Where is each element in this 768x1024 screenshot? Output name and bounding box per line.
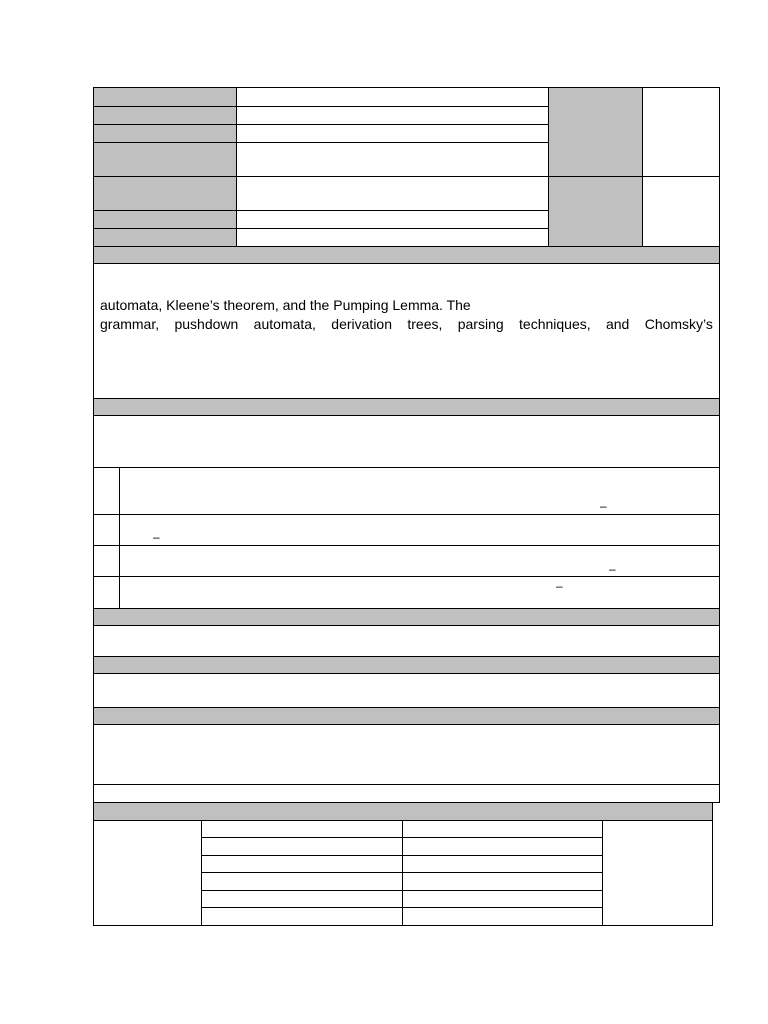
description-section-body xyxy=(93,263,720,399)
inner-table-left-cell-4 xyxy=(201,872,403,891)
header-right-value-top xyxy=(642,87,720,177)
description-word: pushdown xyxy=(174,316,239,332)
header-value-cell-3 xyxy=(236,124,549,143)
description-line-1: automata, Kleene’s theorem, and the Pumping Lemma. The xyxy=(100,297,471,313)
inner-table-left-cell-3 xyxy=(201,855,403,873)
description-word: grammar, xyxy=(100,316,160,332)
inner-table-right-cell-6 xyxy=(402,907,603,926)
section-5-header xyxy=(93,707,720,725)
header-label-cell-7 xyxy=(93,228,237,247)
description-word: Chomsky’s xyxy=(644,316,713,332)
header-label-cell-6 xyxy=(93,210,237,229)
bottom-section-header xyxy=(93,802,713,821)
outcome-number-cell-1 xyxy=(93,467,120,515)
outcome-number-cell-4 xyxy=(93,576,120,609)
inner-table-right-cell-4 xyxy=(402,872,603,891)
section-5-body xyxy=(93,724,720,785)
section-4-body xyxy=(93,673,720,708)
header-right-label-top xyxy=(548,87,643,177)
outcome-mark-1: – xyxy=(600,499,607,513)
header-right-value-bottom xyxy=(642,176,720,247)
description-word: and xyxy=(605,316,630,332)
header-label-cell-5 xyxy=(93,176,237,211)
inner-table-right-cell-1 xyxy=(402,820,603,838)
header-label-cell-3 xyxy=(93,124,237,143)
inner-table-right-cell-5 xyxy=(402,890,603,908)
header-value-cell-5 xyxy=(236,176,549,211)
inner-table-left-cell-1 xyxy=(201,820,403,838)
outcome-number-cell-3 xyxy=(93,545,120,577)
description-word: trees, xyxy=(407,316,443,332)
description-section-header xyxy=(93,246,720,264)
description-word: automata, xyxy=(253,316,316,332)
inner-table-left-cell-6 xyxy=(201,907,403,926)
section-5-footer-row xyxy=(93,784,720,803)
header-value-cell-1 xyxy=(236,87,549,107)
inner-table-right-cell-3 xyxy=(402,855,603,873)
header-label-cell-1 xyxy=(93,87,237,107)
outcomes-intro-cell xyxy=(93,415,720,468)
header-value-cell-7 xyxy=(236,228,549,247)
section-3-body xyxy=(93,625,720,657)
section-3-header xyxy=(93,608,720,626)
outcomes-section-header xyxy=(93,398,720,416)
outcome-mark-4: – xyxy=(556,579,563,593)
header-value-cell-4 xyxy=(236,142,549,177)
header-right-label-bottom xyxy=(548,176,643,247)
header-value-cell-2 xyxy=(236,106,549,125)
outcome-number-cell-2 xyxy=(93,514,120,546)
description-word: techniques, xyxy=(519,316,591,332)
inner-table-left-cell-5 xyxy=(201,890,403,908)
header-label-cell-4 xyxy=(93,142,237,177)
outcome-mark-2: – xyxy=(153,530,160,544)
description-word: derivation xyxy=(331,316,392,332)
inner-table-right-cell-2 xyxy=(402,837,603,856)
outcome-text-cell-1 xyxy=(119,467,720,515)
outcome-text-cell-2 xyxy=(119,514,720,546)
outcome-text-cell-4 xyxy=(119,576,720,609)
header-value-cell-6 xyxy=(236,210,549,229)
description-word: parsing xyxy=(457,316,504,332)
outcome-text-cell-3 xyxy=(119,545,720,577)
description-line-2 xyxy=(100,315,713,334)
section-4-header xyxy=(93,656,720,674)
inner-table-left-cell-2 xyxy=(201,837,403,856)
outcome-mark-3: – xyxy=(609,562,616,576)
header-label-cell-2 xyxy=(93,106,237,125)
